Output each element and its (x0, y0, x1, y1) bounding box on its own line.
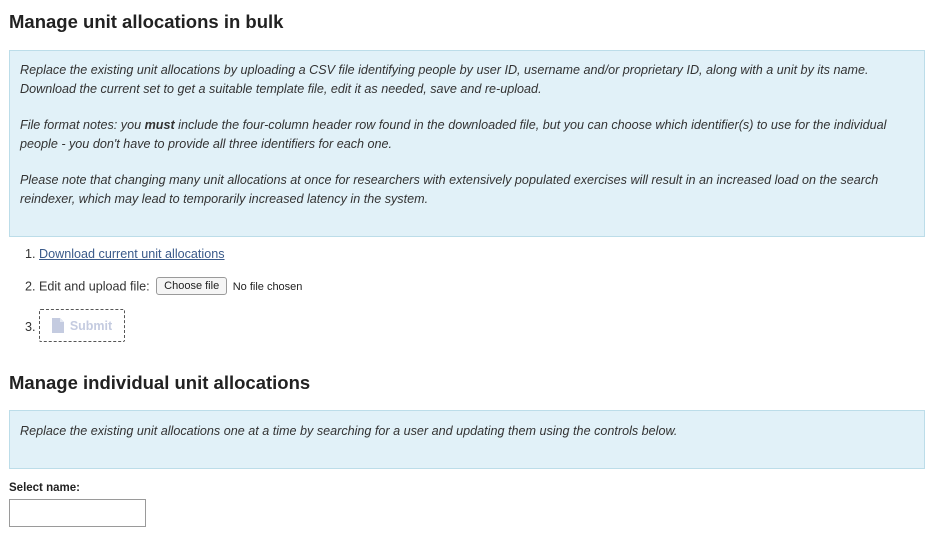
step-number: 3. (25, 320, 36, 334)
step-upload (25, 278, 302, 296)
step-submit (25, 320, 36, 334)
bulk-heading: Manage unit allocations in bulk (9, 11, 284, 32)
upload-label: Edit and upload file: (39, 279, 150, 294)
download-allocations-link[interactable]: Download current unit allocations (39, 247, 225, 261)
select-name-input[interactable] (9, 499, 146, 527)
select-name-label: Select name: (9, 482, 80, 494)
para2-bold-must: must (144, 118, 175, 132)
bulk-info-para2 (20, 116, 912, 154)
bulk-info-para1: Replace the existing unit allocations by uploading a CSV file identifying people by user ID, username and/or proprietary ID, along with a unit by its name. Download the current set to get a suitable template file, edit it as needed, save and re-upload. (20, 63, 869, 96)
step-number: 2. (25, 279, 36, 294)
submit-label: Submit (69, 318, 113, 333)
choose-file-button[interactable]: Choose file (156, 277, 227, 295)
document-icon (52, 318, 64, 333)
bulk-info-box (9, 50, 925, 237)
para2-text-before: File format notes: you (20, 118, 145, 132)
no-file-chosen-text: No file chosen (232, 281, 303, 294)
individual-heading: Manage individual unit allocations (9, 372, 311, 393)
submit-button[interactable] (39, 309, 125, 342)
individual-info-para: Replace the existing unit allocations one at a time by searching for a user and updating them using the controls below. (20, 424, 678, 438)
bulk-info-para3: Please note that changing many unit allocations at once for researchers with extensively populated exercises will result in an increased load on the search reindexer, which may lead to temporarily increased latency in the system. (20, 173, 879, 206)
step-number: 1. (25, 247, 36, 261)
para2-text-after: include the four-column header row found in the downloaded file, but you can choose which identifier(s) to use for the individual people - you don't have to provide all three identifiers for each one. (20, 118, 887, 151)
step-download (25, 247, 225, 261)
individual-info-box (9, 410, 925, 469)
